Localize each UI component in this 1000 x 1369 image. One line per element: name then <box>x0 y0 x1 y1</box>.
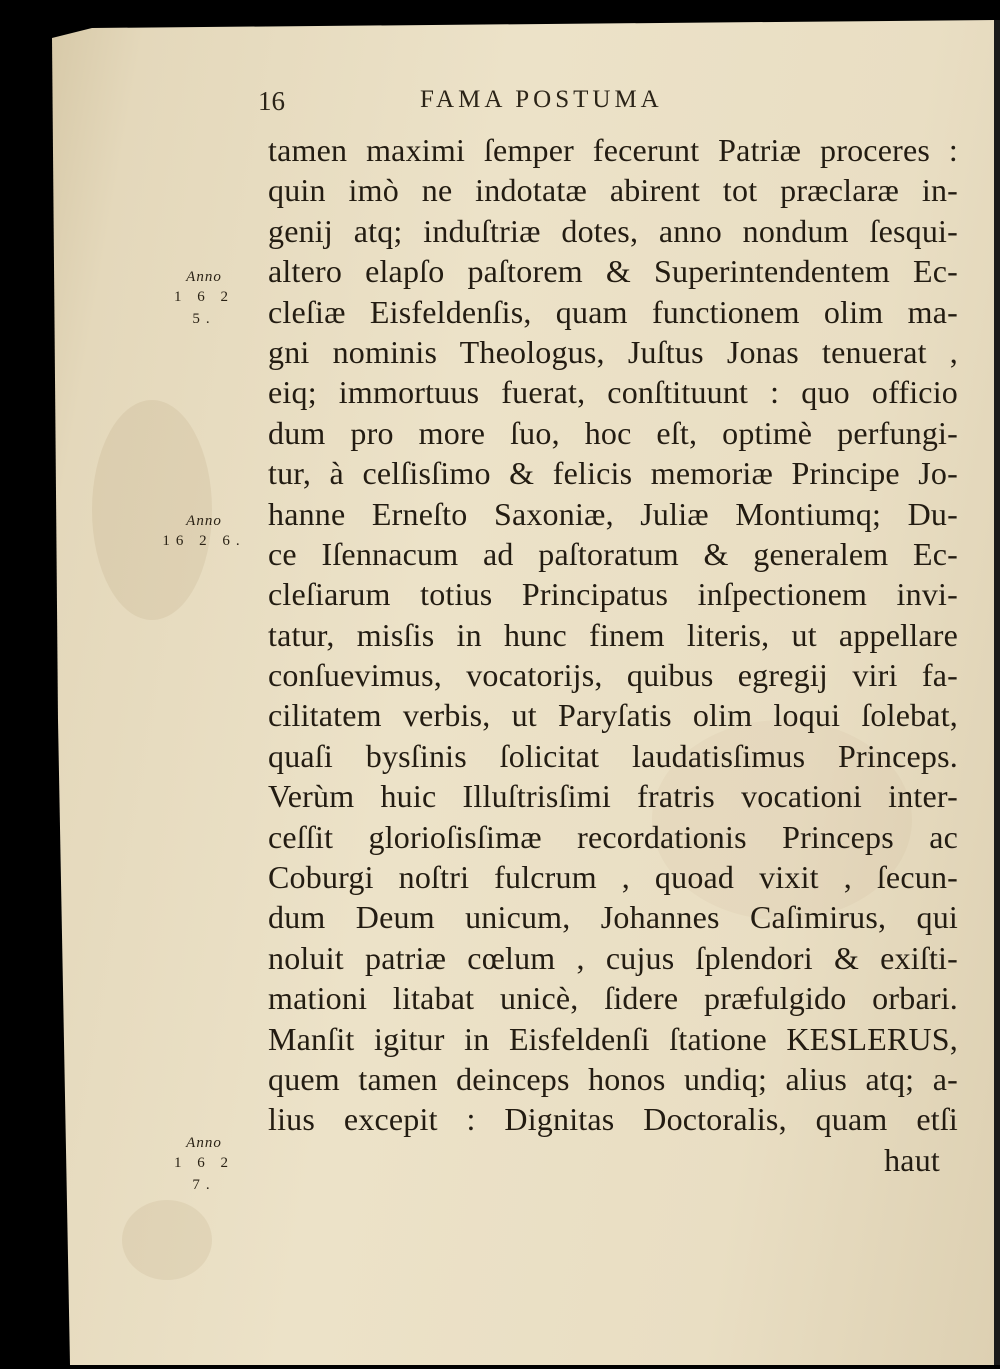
text-line: ce Iſennacum ad paſtoratum & generalem Ec- <box>268 535 958 572</box>
text-line: dum pro more ſuo, hoc eſt, optimè perfungi- <box>268 414 958 451</box>
margin-note-1625 <box>158 268 250 330</box>
text-line: eiq; immortuus fuerat, conſtituunt : quo officio <box>268 374 958 411</box>
text-line: genij atq; induſtriæ dotes, anno nondum ſesqui- <box>268 212 958 249</box>
text-line: dum Deum unicum, Johannes Caſimirus, qui <box>268 899 958 936</box>
text-line: cilitatem verbis, ut Paryſatis olim loqui ſolebat, <box>268 697 958 734</box>
text-line: altero elapſo paſtorem & Superintendentem Ec- <box>268 253 958 290</box>
body-text <box>268 130 958 1180</box>
text-line: hanne Erneſto Saxoniæ, Juliæ Montiumq; Du- <box>268 495 958 532</box>
text-line: Verùm huic Illuſtrisſimi fratris vocationi inter- <box>268 778 958 815</box>
margin-note-1626 <box>158 512 250 552</box>
text-line: Coburgi noſtri fulcrum , quoad vixit , ſecun- <box>268 859 958 896</box>
margin-note-word: Anno <box>186 513 222 529</box>
catchword: haut <box>884 1141 940 1178</box>
text-line: mationi litabat unicè, ſidere præfulgido orbari. <box>268 980 958 1017</box>
margin-note-1627 <box>158 1134 250 1196</box>
text-line: ceſſit glorioſisſimæ recordationis Princeps ac <box>268 818 958 855</box>
text-line: quem tamen deinceps honos undiq; alius atq; a- <box>268 1060 958 1097</box>
text-line: lius excepit : Dignitas Doctoralis, quam etſi <box>268 1101 958 1138</box>
text-line: conſuevimus, vocatorijs, quibus egregij viri fa- <box>268 657 958 694</box>
text-line: tur, à celſisſimo & felicis memoriæ Principe Jo- <box>268 455 958 492</box>
page-number: 16 <box>258 86 285 116</box>
running-head <box>258 84 958 124</box>
margin-note-year: 1 6 2 7. <box>174 1155 234 1193</box>
text-line: cleſiarum totius Principatus inſpectionem invi- <box>268 576 958 613</box>
text-line: cleſiæ Eisfeldenſis, quam functionem olim ma- <box>268 293 958 330</box>
text-line: gni nominis Theologus, Juſtus Jonas tenuerat , <box>268 333 958 370</box>
text-line: quin imò ne indotatæ abirent tot præclaræ in- <box>268 172 958 209</box>
text-line: tamen maximi ſemper fecerunt Patriæ proceres : <box>268 132 958 168</box>
margin-note-year: 16 2 6. <box>162 533 246 549</box>
text-line: tatur, misſis in hunc finem literis, ut appellare <box>268 616 958 653</box>
margin-note-word: Anno <box>186 1135 222 1151</box>
text-line: quaſi bysſinis ſolicitat laudatisſimus Princeps. <box>268 737 958 774</box>
running-title: FAMA POSTUMA <box>420 86 663 113</box>
text-line: noluit patriæ cœlum , cujus ſplendori & exiſti- <box>268 939 958 976</box>
page-edge-shadow <box>994 20 1000 1365</box>
margin-note-year: 1 6 2 5. <box>174 289 234 327</box>
margin-note-word: Anno <box>186 269 222 285</box>
text-line: Manſit igitur in Eisfeldenſi ſtatione KESLERUS, <box>268 1020 958 1057</box>
